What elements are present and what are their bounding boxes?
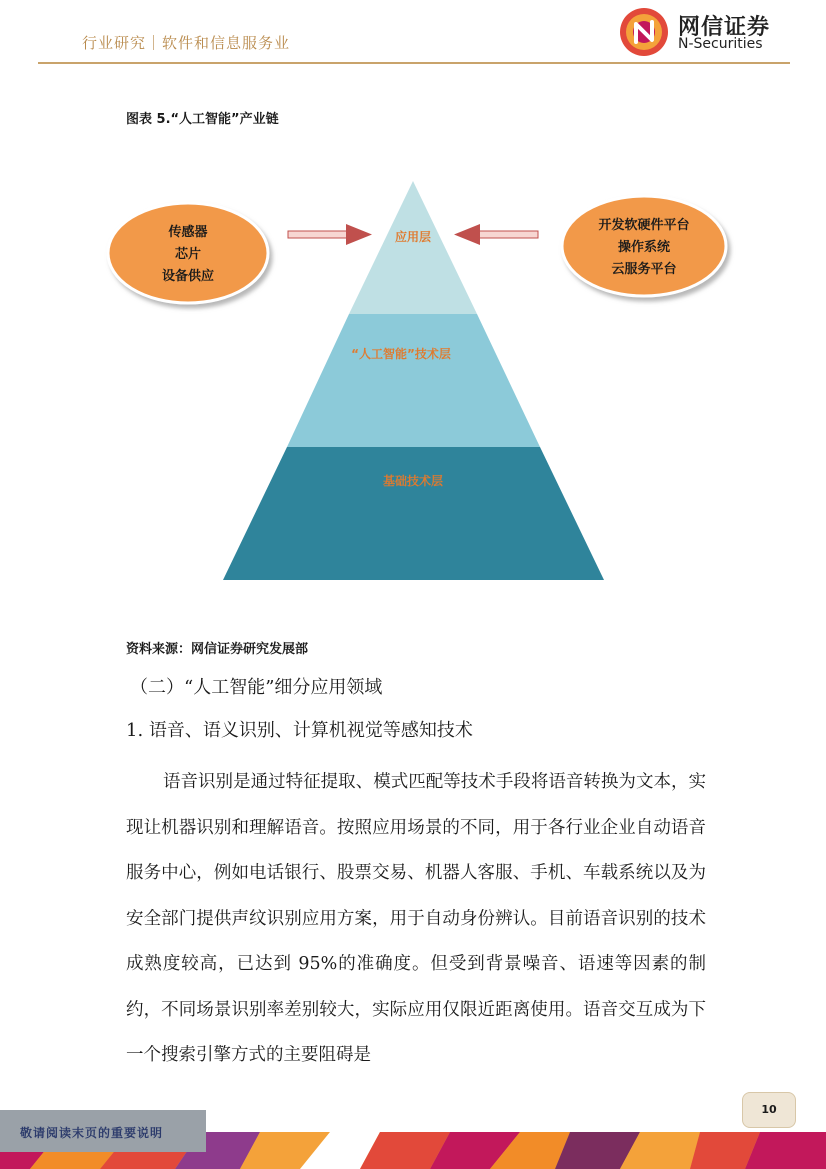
left-oval-line: 设备供应 — [161, 269, 215, 284]
figure-source: 资料来源：网信证券研究发展部 — [126, 642, 309, 657]
pyramid-tier-top — [349, 181, 477, 314]
logo-english-name: N-Securities — [678, 36, 763, 52]
body-paragraph: 语音识别是通过特征提取、模式匹配等技术手段将语音转换为文本，实现让机器识别和理解语音。按照应用场景的不同，用于各行业企业自动语音服务中心，例如电话银行、股票交易、机器人客服、手机、车载系统以及为安全部门提供声纹识别应用方案，用于自动身份辨认。目前语音识别的技术成熟度较高，已达到 95%的准确度。但受到背景噪音、语速等因素的制约，不同场景识别率差别较大，实际应用仅限近距离使用。语音交互成为下一个搜索引擎方式的主要阻碍是 — [126, 772, 706, 1065]
left-oval-line: 芯片 — [174, 247, 202, 262]
figure-title: 图表 5.“人工智能”产业链 — [126, 112, 279, 127]
subsection-heading: 1. 语音、语义识别、计算机视觉等感知技术 — [126, 720, 473, 741]
pyramid-tier-bottom — [223, 447, 604, 580]
pyramid-label-bottom: 基础技术层 — [382, 474, 444, 488]
right-oval-platforms — [562, 196, 726, 296]
pyramid-label-top: 应用层 — [394, 230, 432, 244]
left-oval-suppliers — [108, 203, 268, 303]
header-title: 行业研究｜软件和信息服务业 — [82, 34, 291, 52]
right-oval-line: 云服务平台 — [611, 262, 677, 277]
left-oval-line: 传感器 — [168, 225, 208, 240]
footer-notice: 敬请阅读末页的重要说明 — [20, 1126, 164, 1140]
pyramid-tier-middle — [287, 314, 540, 447]
left-arrow-icon — [288, 224, 372, 245]
page-number: 10 — [742, 1092, 796, 1128]
right-oval-line: 开发软硬件平台 — [598, 218, 690, 233]
section-heading: （二）“人工智能”细分应用领域 — [130, 677, 383, 698]
pyramid-label-middle: “人工智能”技术层 — [351, 347, 451, 361]
right-arrow-icon — [454, 224, 538, 245]
logo-chinese-name: 网信证券 — [678, 15, 771, 40]
right-oval-line: 操作系统 — [617, 240, 671, 255]
